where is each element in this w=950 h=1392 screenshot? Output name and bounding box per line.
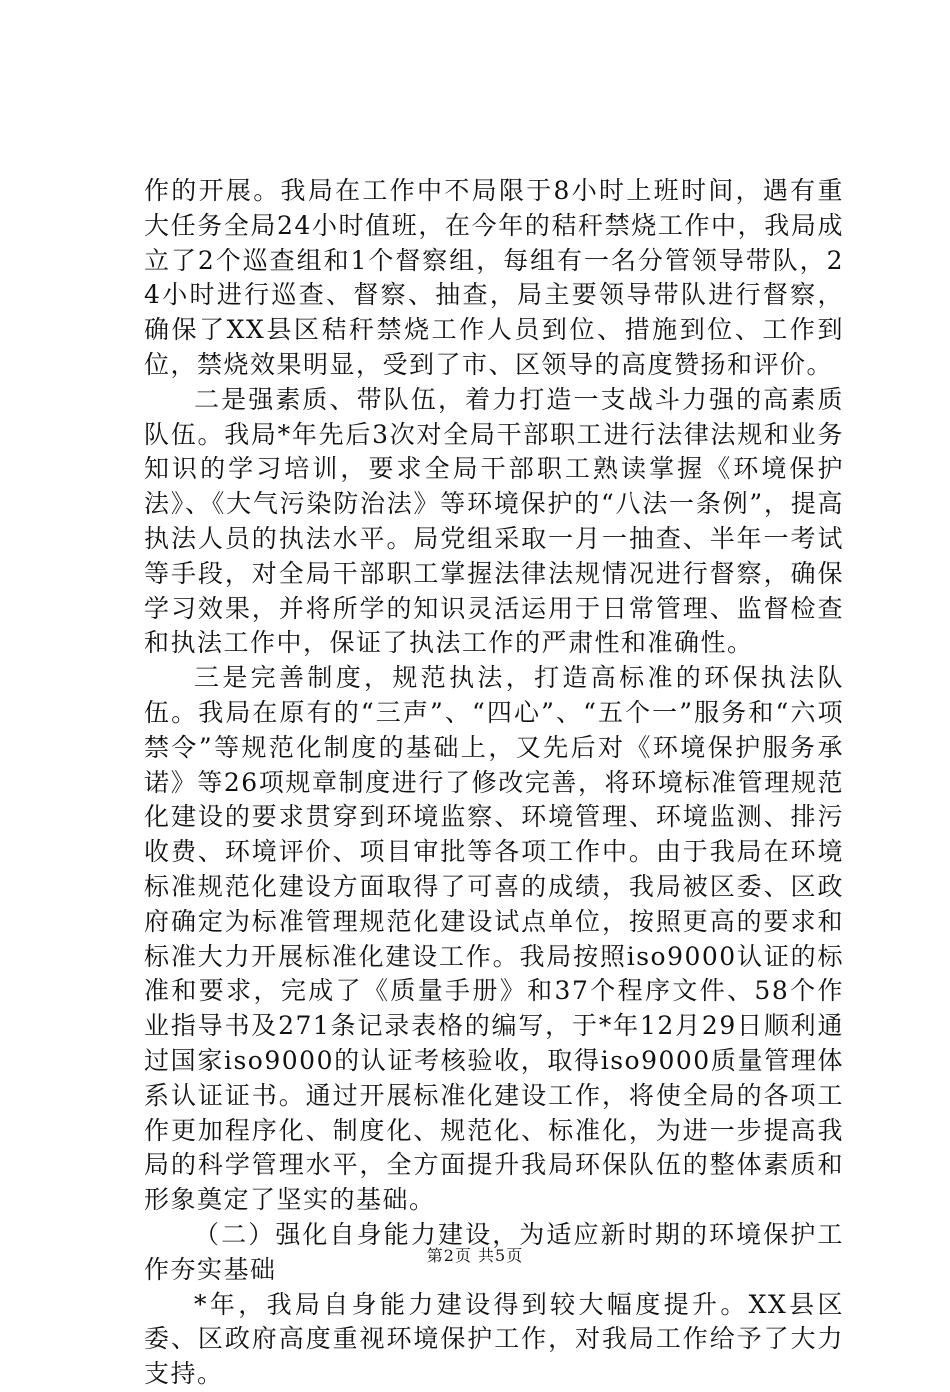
document-body	[144, 174, 844, 1392]
paragraph-4: *年，我局自身能力建设得到较大幅度提升。XX县区委、区政府高度重视环境保护工作，对我局工作给予了大力支持。	[144, 1289, 844, 1389]
page-footer	[0, 1243, 950, 1266]
page-number-label: 第2页 共5页	[426, 1246, 524, 1265]
paragraph-1: 作的开展。我局在工作中不局限于8小时上班时间，遇有重大任务全局24小时值班，在今年的秸秆禁烧工作中，我局成立了2个巡查组和1个督察组，每组有一名分管领导带队，24小时进行巡查、督察、抽查，局主要领导带队进行督察，确保了XX县区秸秆禁烧工作人员到位、措施到位、工作到位，禁烧效果明显，受到了市、区领导的高度赞扬和评价。	[144, 176, 844, 379]
section-heading: （二）强化自身能力建设，为适应新时期的环境保护工作夯实基础	[144, 1219, 844, 1284]
paragraph-2: 二是强素质、带队伍，着力打造一支战斗力强的高素质队伍。我局*年先后3次对全局干部职工进行法律法规和业务知识的学习培训，要求全局干部职工熟读掌握《环境保护法》、《大气污染防治法》等环境保护的“八法一条例”，提高执法人员的执法水平。局党组采取一月一抽查、半年一考试等手段，对全局干部职工掌握法律法规情况进行督察，确保学习效果，并将所学的知识灵活运用于日常管理、监督检查和执法工作中，保证了执法工作的严肃性和准确性。	[144, 384, 844, 658]
paragraph-3: 三是完善制度，规范执法，打造高标准的环保执法队伍。我局在原有的“三声”、“四心”、“五个一”服务和“六项禁令”等规范化制度的基础上，又先后对《环境保护服务承诺》等26项规章制度进行了修改完善，将环境标准管理规范化建设的要求贯穿到环境监察、环境管理、环境监测、排污收费、环境评价、项目审批等各项工作中。由于我局在环境标准规范化建设方面取得了可喜的成绩，我局被区委、区政府确定为标准管理规范化建设试点单位，按照更高的要求和标准大力开展标准化建设工作。我局按照iso9000认证的标准和要求，完成了《质量手册》和37个程序文件、58个作业指导书及271条记录表格的编写，于*年12月29日顺利通过国家iso9000的认证考核验收，取得iso9000质量管理体系认证证书。通过开展标准化建设工作，将使全局的各项工作更加程序化、制度化、规范化、标准化，为进一步提高我局的科学管理水平，全方面提升我局环保队伍的整体素质和形象奠定了坚实的基础。	[144, 663, 844, 1215]
